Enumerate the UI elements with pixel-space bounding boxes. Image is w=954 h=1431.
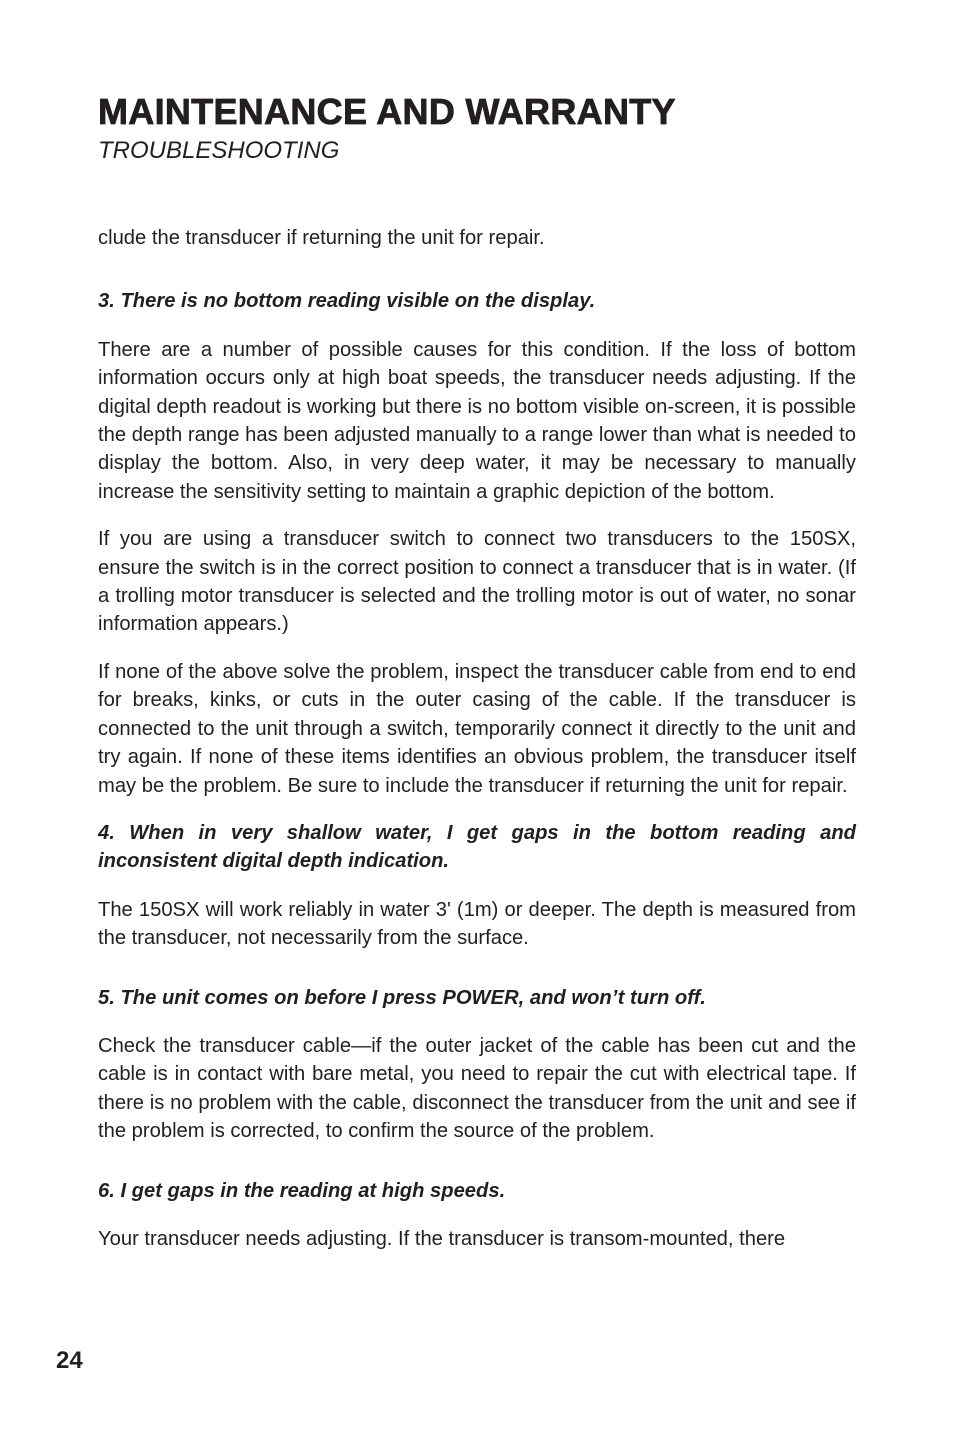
section-heading: 6. I get gaps in the reading at high speeds. — [98, 1179, 506, 1202]
section-gaps-high-speed — [98, 1177, 856, 1254]
page-content — [98, 224, 856, 1272]
body-paragraph: Your transducer needs adjusting. If the transducer is transom-mounted, there — [98, 1227, 786, 1250]
page-header — [98, 92, 858, 166]
section-heading: 4. When in very shallow water, I get gaps in the bottom reading and inconsistent digital depth indication. — [98, 821, 856, 873]
page-title: MAINTENANCE AND WARRANTY — [98, 91, 676, 132]
page-subtitle: TROUBLESHOOTING — [98, 137, 340, 164]
body-paragraph: The 150SX will work reliably in water 3' (1m) or deeper. The depth is measured from the transducer, not necessarily from the surface. — [98, 898, 856, 950]
section-heading: 3. There is no bottom reading visible on the display. — [98, 290, 596, 313]
body-paragraph: If none of the above solve the problem, inspect the transducer cable from end to end for breaks, kinks, or cuts in the outer casing of the cable. If the transducer is connected to the unit through a switch, temporarily connect it directly to the unit and try again. If none of these items identifies an obvious problem, the transducer itself may be the problem. Be sure to include the transducer if returning the unit for repair. — [98, 660, 856, 797]
section-no-bottom-reading — [98, 287, 856, 800]
section-heading: 5. The unit comes on before I press POWER, and won’t turn off. — [98, 986, 706, 1009]
section-shallow-water — [98, 819, 856, 953]
body-paragraph: If you are using a transducer switch to connect two transducers to the 150SX, ensure the switch is in the correct position to connect a transducer that is in water. (If a trolling motor transducer is selected and the trolling motor is out of water, no sonar information appears.) — [98, 528, 856, 636]
continued-paragraph: clude the transducer if returning the unit for repair. — [98, 227, 545, 249]
section-unit-powers-on — [98, 984, 856, 1146]
body-paragraph: There are a number of possible causes for this condition. If the loss of bottom information occurs only at high boat speeds, the transducer needs adjusting. If the digital depth readout is working but there is no bottom visible on-screen, it is possible the depth range has been adjusted manually to a range lower than what is needed to display the bottom. Also, in very deep water, it may be necessary to manually increase the sensitivity setting to maintain a graphic depiction of the bottom. — [98, 338, 856, 503]
page-number: 24 — [56, 1347, 83, 1374]
body-paragraph: Check the transducer cable—if the outer jacket of the cable has been cut and the cable is in contact with bare metal, you need to repair the cut with electrical tape. If there is no problem with the cable, disconnect the transducer from the unit and see if the problem is corrected, to confirm the source of the problem. — [98, 1034, 856, 1143]
